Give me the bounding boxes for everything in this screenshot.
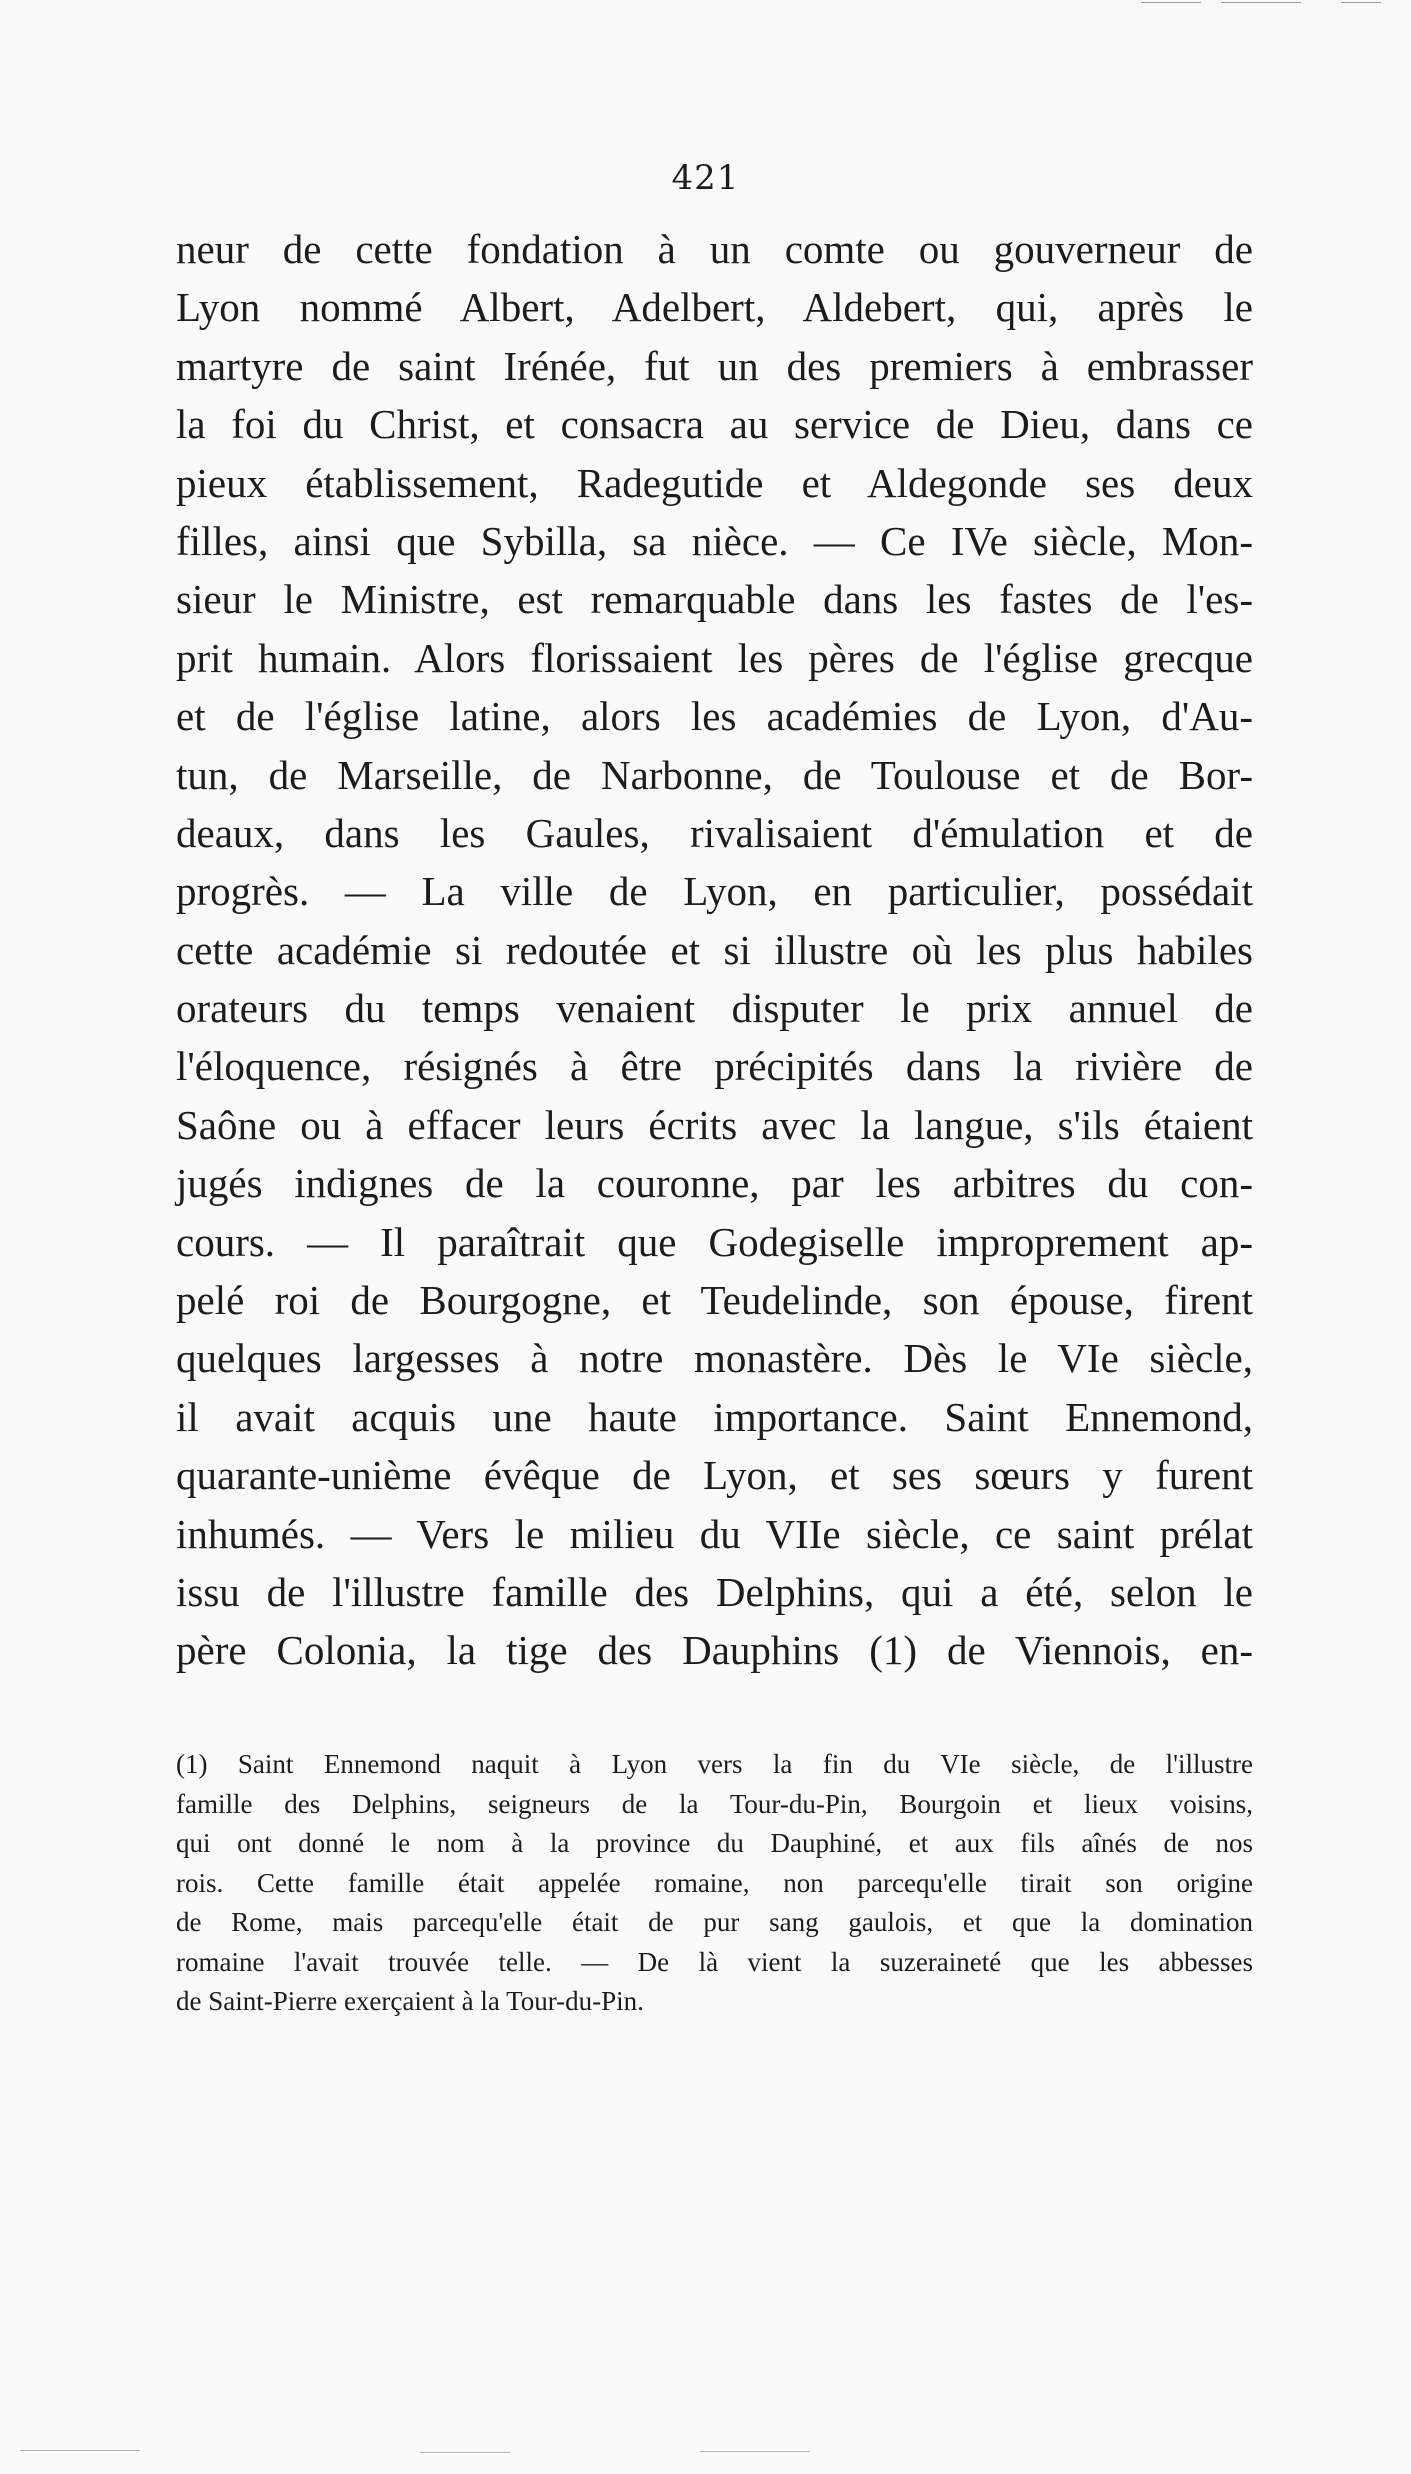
footnote-line: famille des Delphins, seigneurs de la Tour-du-Pin, Bourgoin et lieux voisins,: [176, 1788, 1253, 1819]
scan-edge-marks: [1141, 2, 1391, 8]
text-line: quarante-unième évêque de Lyon, et ses sœurs y furent: [176, 1452, 1253, 1499]
text-line: progrès. — La ville de Lyon, en particulier, possédait: [176, 868, 1253, 915]
text-line: Saône ou à effacer leurs écrits avec la langue, s'ils étaient: [176, 1101, 1253, 1148]
text-line: et de l'église latine, alors les académies de Lyon, d'Au-: [176, 693, 1253, 740]
footnote-line: (1) Saint Ennemond naquit à Lyon vers la fin du VIe siècle, de l'illustre: [176, 1749, 1253, 1779]
footnote-line: de Saint-Pierre exerçaient à la Tour-du-Pin.: [176, 1986, 644, 2016]
text-line: filles, ainsi que Sybilla, sa nièce. — Ce IVe siècle, Mon-: [176, 517, 1253, 564]
footnote-line: romaine l'avait trouvée telle. — De là vient la suzeraineté que les abbesses: [176, 1946, 1253, 1977]
page-number: 421: [671, 158, 740, 198]
text-line: il avait acquis une haute importance. Saint Ennemond,: [176, 1393, 1253, 1440]
text-line: quelques largesses à notre monastère. Dès le VIe siècle,: [176, 1335, 1253, 1382]
text-line: tun, de Marseille, de Narbonne, de Toulouse et de Bor-: [176, 751, 1253, 798]
text-line: la foi du Christ, et consacra au service de Dieu, dans ce: [176, 401, 1253, 448]
text-line: l'éloquence, résignés à être précipités dans la rivière de: [176, 1043, 1253, 1090]
text-line: pelé roi de Bourgogne, et Teudelinde, son épouse, firent: [176, 1277, 1253, 1324]
text-line: deaux, dans les Gaules, rivalisaient d'émulation et de: [176, 809, 1253, 856]
text-line: orateurs du temps venaient disputer le prix annuel de: [176, 985, 1253, 1032]
main-text: [176, 220, 1253, 1680]
text-line: cours. — Il paraîtrait que Godegiselle improprement ap-: [176, 1218, 1253, 1265]
text-line: Lyon nommé Albert, Adelbert, Aldebert, qui, après le: [176, 284, 1253, 331]
text-line: père Colonia, la tige des Dauphins (1) de Viennois, en-: [176, 1627, 1253, 1674]
text-line: martyre de saint Irénée, fut un des premiers à embrasser: [176, 342, 1253, 389]
footnote: [176, 1745, 1253, 2022]
text-line: issu de l'illustre famille des Delphins, qui a été, selon le: [176, 1568, 1253, 1615]
scan-bottom-marks: [0, 2442, 1411, 2462]
text-line: inhumés. — Vers le milieu du VIIe siècle, ce saint prélat: [176, 1510, 1253, 1557]
text-line: neur de cette fondation à un comte ou gouverneur de: [176, 226, 1253, 272]
text-line: sieur le Ministre, est remarquable dans les fastes de l'es-: [176, 576, 1253, 623]
text-line: cette académie si redoutée et si illustre où les plus habiles: [176, 926, 1253, 973]
text-line: jugés indignes de la couronne, par les arbitres du con-: [176, 1160, 1253, 1207]
footnote-line: qui ont donné le nom à la province du Dauphiné, et aux fils aînés de nos: [176, 1828, 1253, 1858]
text-line: prit humain. Alors florissaient les pères de l'église grecque: [176, 634, 1253, 681]
text-line: pieux établissement, Radegutide et Aldegonde ses deux: [176, 459, 1253, 506]
footnote-line: rois. Cette famille était appelée romaine, non parcequ'elle tirait son origine: [176, 1867, 1253, 1898]
footnote-line: de Rome, mais parcequ'elle était de pur sang gaulois, et que la domination: [176, 1907, 1253, 1937]
